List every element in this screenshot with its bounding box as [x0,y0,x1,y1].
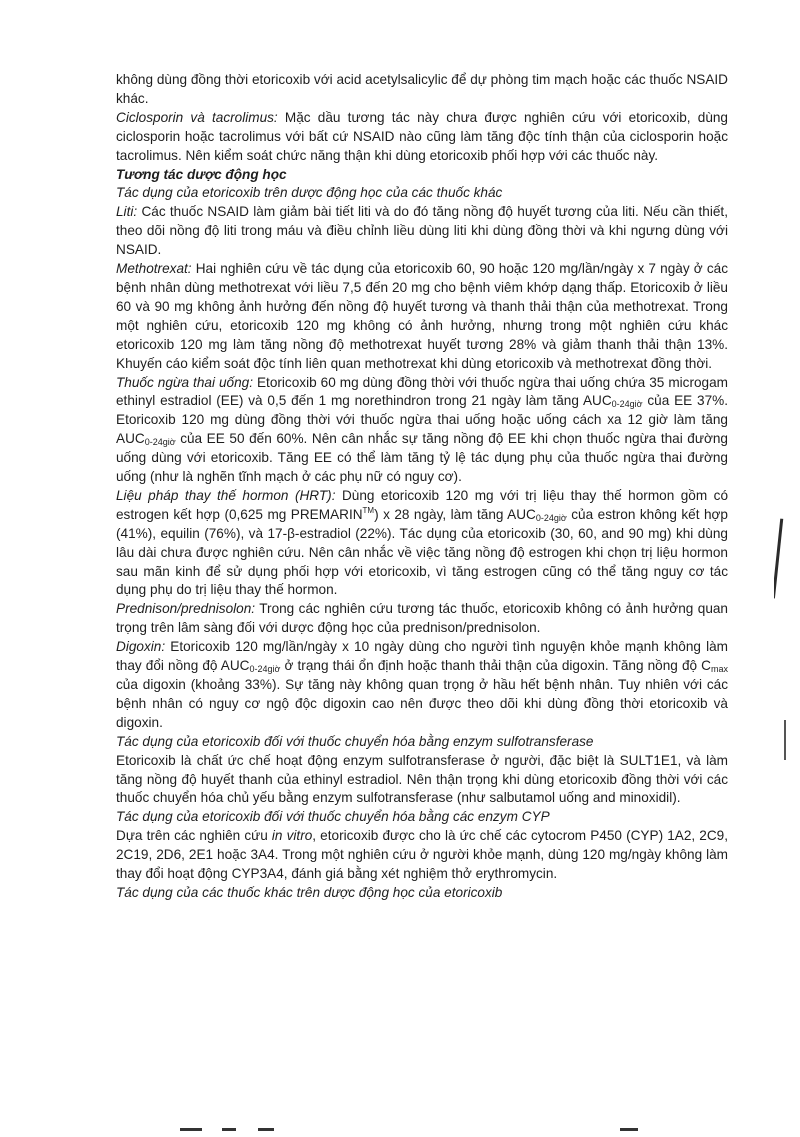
edge-mark [784,720,794,760]
lithium-text: Các thuốc NSAID làm giảm bài tiết liti và do đó tăng nồng độ huyết tương của liti. Nếu cần thiết, theo dõi nồng độ liti trong máu và điều chỉnh liều dùng liti khi dùng đồng thời và khi ngưng dùng với NSAID. [116,204,728,258]
cyp-in-vitro: in vitro [271,828,313,844]
ciclosporin-lead: Ciclosporin và tacrolimus: [116,109,278,125]
subheading-effect-on-others: Tác dụng của etoricoxib trên dược động học của các thuốc khác [116,185,503,201]
paragraph-ciclosporin [116,109,728,166]
hrt-text-2: ) x 28 ngày, làm tăng AUC [374,506,536,522]
subheading-others-on-etoricoxib: Tác dụng của các thuốc khác trên dược động học của etoricoxib [116,884,503,900]
oc-text-2: của EE 37%. Etoricoxib 120 mg dùng đồng thời với thuốc ngừa thai uống hoặc uống cách xa 12 giờ làm tăng AUC [116,393,728,447]
subheading-sulfotransferase: Tác dụng của etoricoxib đối với thuốc chuyển hóa bằng enzym sulfotransferase [116,733,594,749]
hrt-sup-1: TM [362,505,375,515]
paragraph-aspirin: không dùng đồng thời etoricoxib với acid acetylsalicylic để dự phòng tim mạch hoặc các thuốc NSAID khác. [116,72,728,106]
oc-lead: Thuốc ngừa thai uống: [116,374,253,390]
bottom-dash [620,1128,638,1131]
paragraph-prednisone [116,600,728,638]
cyp-text-1: Dựa trên các nghiên cứu [116,828,272,844]
paragraph-lithium [116,203,728,260]
oc-text-1: Etoricoxib 60 mg dùng đồng thời với thuốc ngừa thai uống chứa 35 microgam ethinyl estradiol (EE) và 0,5 đến 1 mg norethindron trong 21 ngày làm tăng AUC [116,374,728,409]
paragraph-hrt [116,487,728,600]
stamp-border [774,519,800,602]
hrt-text-3: của estron không kết hợp (41%), equilin (76%), và 17-β-estradiol (22%). Tác dụng của etoricoxib (30, 60, and 90 mg) khi dùng lâu dài chưa được nghiên cứu. Nên cân nhắc về việc tăng nồng độ estrogen khi chọn trị liệu hormon sau mãn kinh để sử dụng phối hợp với etoricoxib, vì tăng estrogen cũng có thể tăng nguy cơ tác dụng phụ do trị liệu thay thế hormon. [116,506,728,598]
methotrexate-lead: Methotrexat: [116,261,192,277]
paragraph-oral-contraceptives [116,374,728,487]
cyp-text-2: , etoricoxib được cho là ức chế các cytocrom P450 (CYP) 1A2, 2C9, 2C19, 2D6, 2E1 hoặc 3A4. Trong một nghiên cứu ở người khỏe mạnh, dùng 120 mg/ngày không làm thay đổi hoạt động CYP3A4, đánh giá bằng xét nghiệm thở erythromycin. [116,828,728,882]
digoxin-sub-1: 0-24giờ [249,664,281,675]
methotrexate-text: Hai nghiên cứu về tác dụng của etoricoxib 60, 90 hoặc 120 mg/lần/ngày x 7 ngày ở các bệnh nhân dùng methotrexat với liều 7,5 đến 20 mg cho bệnh viêm khớp dạng thấp. Etoricoxib ở liều 60 và 90 mg không ảnh hưởng đến nồng độ huyết tương và thanh thải thận của methotrexat. Trong một nghiên cứu, etoricoxib 120 mg không có ảnh hưởng, nhưng trong một nghiên cứu khác etoricoxib 120 mg làm tăng nồng độ methotrexat huyết tương 28% và giảm thanh thải thận 13%. Khuyến cáo kiểm soát độc tính liên quan methotrexat khi dùng etoricoxib và methotrexat đồng thời. [116,261,728,371]
document-page [116,71,728,903]
digoxin-text-1: Etoricoxib 120 mg/lần/ngày x 10 ngày dùng cho người tình nguyện khỏe mạnh không làm thay đổi nồng độ AUC [116,639,728,674]
digoxin-text-2: ở trạng thái ổn định hoặc thanh thải thận của digoxin. Tăng nồng độ C [280,658,711,674]
hrt-lead: Liệu pháp thay thế hormon (HRT): [116,487,336,503]
digoxin-text-3: của digoxin (khoảng 33%). Sự tăng này không quan trọng ở hầu hết bệnh nhân. Tuy nhiên với các bệnh nhân có nguy cơ ngộ độc digoxin cao nên được theo dõi khi dùng đồng thời etoricoxib và digoxin. [116,677,728,730]
bottom-dash [222,1128,236,1131]
lithium-lead: Liti: [116,204,138,220]
paragraph-digoxin [116,638,728,733]
oc-sub-1: 0-24giờ [611,399,643,410]
paragraph-methotrexate [116,260,728,373]
hrt-sub-1: 0-24giờ [535,512,567,523]
oc-text-3: của EE 50 đến 60%. Nên cân nhắc sự tăng nồng độ EE khi chọn thuốc ngừa thai đường uống dùng với etoricoxib. Tăng EE có thể làm tăng tỷ lệ tác dụng phụ của thuốc ngừa thai đường uống (như là nghẽn tĩnh mạch ở các phụ nữ có nguy cơ). [116,431,728,485]
oc-sub-2: 0-24giờ [144,437,176,448]
prednisone-text: Trong các nghiên cứu tương tác thuốc, etoricoxib không có ảnh hưởng quan trọng trên lâm sàng đối với dược động học của prednison/prednisolon. [116,601,728,636]
bottom-dash [258,1128,274,1131]
prednisone-lead: Prednison/prednisolon: [116,601,256,617]
paragraph-cyp [116,827,728,884]
digoxin-lead: Digoxin: [116,639,166,655]
hrt-text-1: Dùng etoricoxib 120 mg với trị liệu thay thế hormon gồm có estrogen kết hợp (0,625 mg PREMARIN [116,487,729,522]
ciclosporin-text: Mặc dầu tương tác này chưa được nghiên cứu với etoricoxib, dùng ciclosporin hoặc tacrolimus với bất cứ NSAID nào cũng làm tăng độc tính thận của ciclosporin hoặc tacrolimus. Nên kiểm soát chức năng thận khi dùng etoricoxib phối hợp với các thuốc này. [116,109,728,163]
bottom-dash [180,1128,202,1131]
margin-stamp [774,480,800,640]
paragraph-sulfotransferase: Etoricoxib là chất ức chế hoạt động enzym sulfotransferase ở người, đặc biệt là SULT1E1, và làm tăng nồng độ huyết thanh của ethinyl estradiol. Nên thận trọng khi dùng etoricoxib đồng thời với các thuốc chuyển hóa chủ yếu bằng enzym sulfotransferase (như salbutamol uống and minoxidil). [116,752,728,806]
digoxin-sub-2: max [710,664,728,675]
subheading-cyp: Tác dụng của etoricoxib đối với thuốc chuyển hóa bằng các enzym CYP [116,809,550,825]
heading-pk-interactions: Tương tác dược động học [116,166,287,182]
